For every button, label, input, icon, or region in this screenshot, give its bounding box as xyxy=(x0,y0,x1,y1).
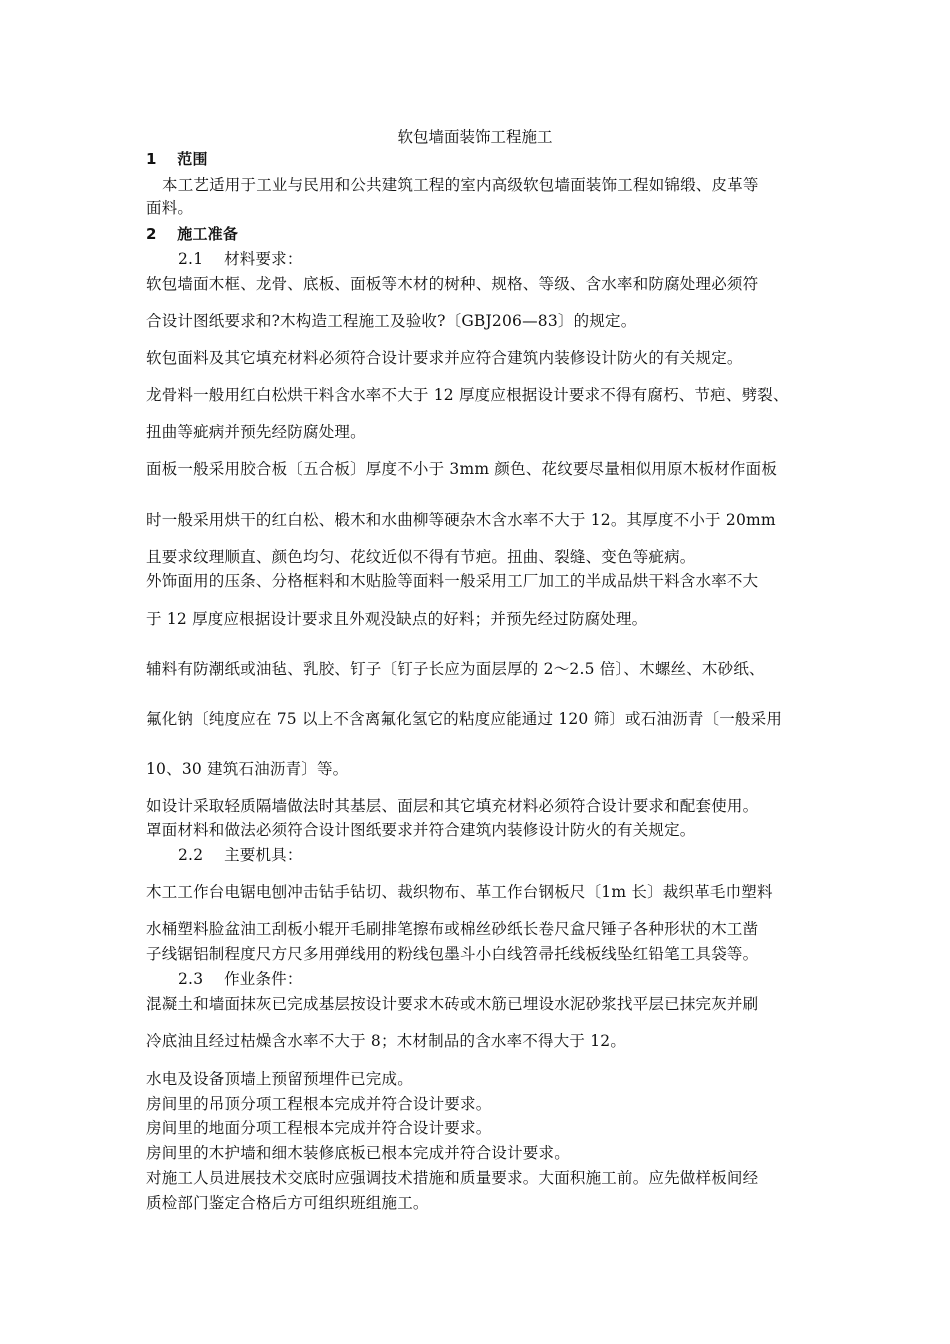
paragraph-line: 辅料有防潮纸或油毡、乳胶、钉子〔钉子长应为面层厚的 2～2.5 倍〕、木螺丝、木砂纸、 xyxy=(146,660,765,678)
paragraph-line: 混凝土和墙面抹灰已完成基层按设计要求木砖或木筋已埋设水泥砂浆找平层已抹完灰并刷 xyxy=(146,995,759,1013)
paragraph-line: 合设计图纸要求和?木构造工程施工及验收?〔GBJ206—83〕的规定。 xyxy=(146,312,637,330)
paragraph-line: 面板一般采用胶合板〔五合板〕厚度不小于 3mm 颜色、花纹要尽量相似用原木板材作面板 xyxy=(146,460,778,478)
paragraph-line: 面料。 xyxy=(146,199,194,217)
paragraph-line: 软包面料及其它填充材料必须符合设计要求并应符合建筑内装修设计防火的有关规定。 xyxy=(146,349,743,367)
paragraph-line: 水电及设备顶墙上预留预埋件已完成。 xyxy=(146,1070,413,1088)
section-heading-1: 1 范围 xyxy=(146,150,208,168)
paragraph-line: 水桶塑料脸盆油工刮板小辊开毛刷排笔擦布或棉丝砂纸长卷尺盒尺锤子各种形状的木工凿 xyxy=(146,920,759,938)
paragraph-line: 冷底油且经过枯燥含水率不大于 8；木材制品的含水率不得大于 12。 xyxy=(146,1032,627,1050)
paragraph-line: 质检部门鉴定合格后方可组织班组施工。 xyxy=(146,1194,429,1212)
paragraph-line: 10、30 建筑石油沥青〕等。 xyxy=(146,760,349,778)
paragraph-line: 房间里的吊顶分项工程根本完成并符合设计要求。 xyxy=(146,1095,492,1113)
subsection-heading-2-3: 2.3 作业条件： xyxy=(178,970,303,988)
paragraph-line: 时一般采用烘干的红白松、椴木和水曲柳等硬杂木含水率不大于 12。其厚度不小于 20mm xyxy=(146,511,776,529)
paragraph-line: 扭曲等疵病并预先经防腐处理。 xyxy=(146,423,366,441)
paragraph-line: 氟化钠〔纯度应在 75 以上不含离氟化氢它的粘度应能通过 120 筛〕或石油沥青〔一般采用 xyxy=(146,710,783,728)
paragraph-line: 子线锯铝制程度尺方尺多用弹线用的粉线包墨斗小白线笤帚托线板线坠红铅笔工具袋等。 xyxy=(146,945,759,963)
subsection-heading-2-2: 2.2 主要机具： xyxy=(178,846,303,864)
paragraph-line: 对施工人员进展技术交底时应强调技术措施和质量要求。大面积施工前。应先做样板间经 xyxy=(146,1169,759,1187)
subsection-heading-2-1: 2.1 材料要求： xyxy=(178,250,303,268)
section-heading-2: 2 施工准备 xyxy=(146,225,239,243)
document-title: 软包墙面装饰工程施工 xyxy=(397,128,553,146)
paragraph-line: 外饰面用的压条、分格框料和木贴脸等面料一般采用工厂加工的半成品烘干料含水率不大 xyxy=(146,572,759,590)
paragraph-line: 房间里的木护墙和细木装修底板已根本完成并符合设计要求。 xyxy=(146,1144,570,1162)
paragraph-line: 龙骨料一般用红白松烘干料含水率不大于 12 厚度应根据设计要求不得有腐朽、节疤、劈裂、 xyxy=(146,386,789,404)
paragraph-line: 木工工作台电锯电刨冲击钻手钻切、裁织物布、革工作台钢板尺〔1m 长〕裁织革毛巾塑料 xyxy=(146,883,773,901)
paragraph-line: 罩面材料和做法必须符合设计图纸要求并符合建筑内装修设计防火的有关规定。 xyxy=(146,821,696,839)
paragraph-line: 软包墙面木框、龙骨、底板、面板等木材的树种、规格、等级、含水率和防腐处理必须符 xyxy=(146,275,759,293)
paragraph-line: 且要求纹理顺直、颜色均匀、花纹近似不得有节疤。扭曲、裂缝、变色等疵病。 xyxy=(146,548,696,566)
paragraph-line: 于 12 厚度应根据设计要求且外观没缺点的好料；并预先经过防腐处理。 xyxy=(146,610,648,628)
paragraph-line: 本工艺适用于工业与民用和公共建筑工程的室内高级软包墙面装饰工程如锦缎、皮革等 xyxy=(162,176,759,194)
paragraph-line: 如设计采取轻质隔墙做法时其基层、面层和其它填充材料必须符合设计要求和配套使用。 xyxy=(146,797,759,815)
paragraph-line: 房间里的地面分项工程根本完成并符合设计要求。 xyxy=(146,1119,492,1137)
